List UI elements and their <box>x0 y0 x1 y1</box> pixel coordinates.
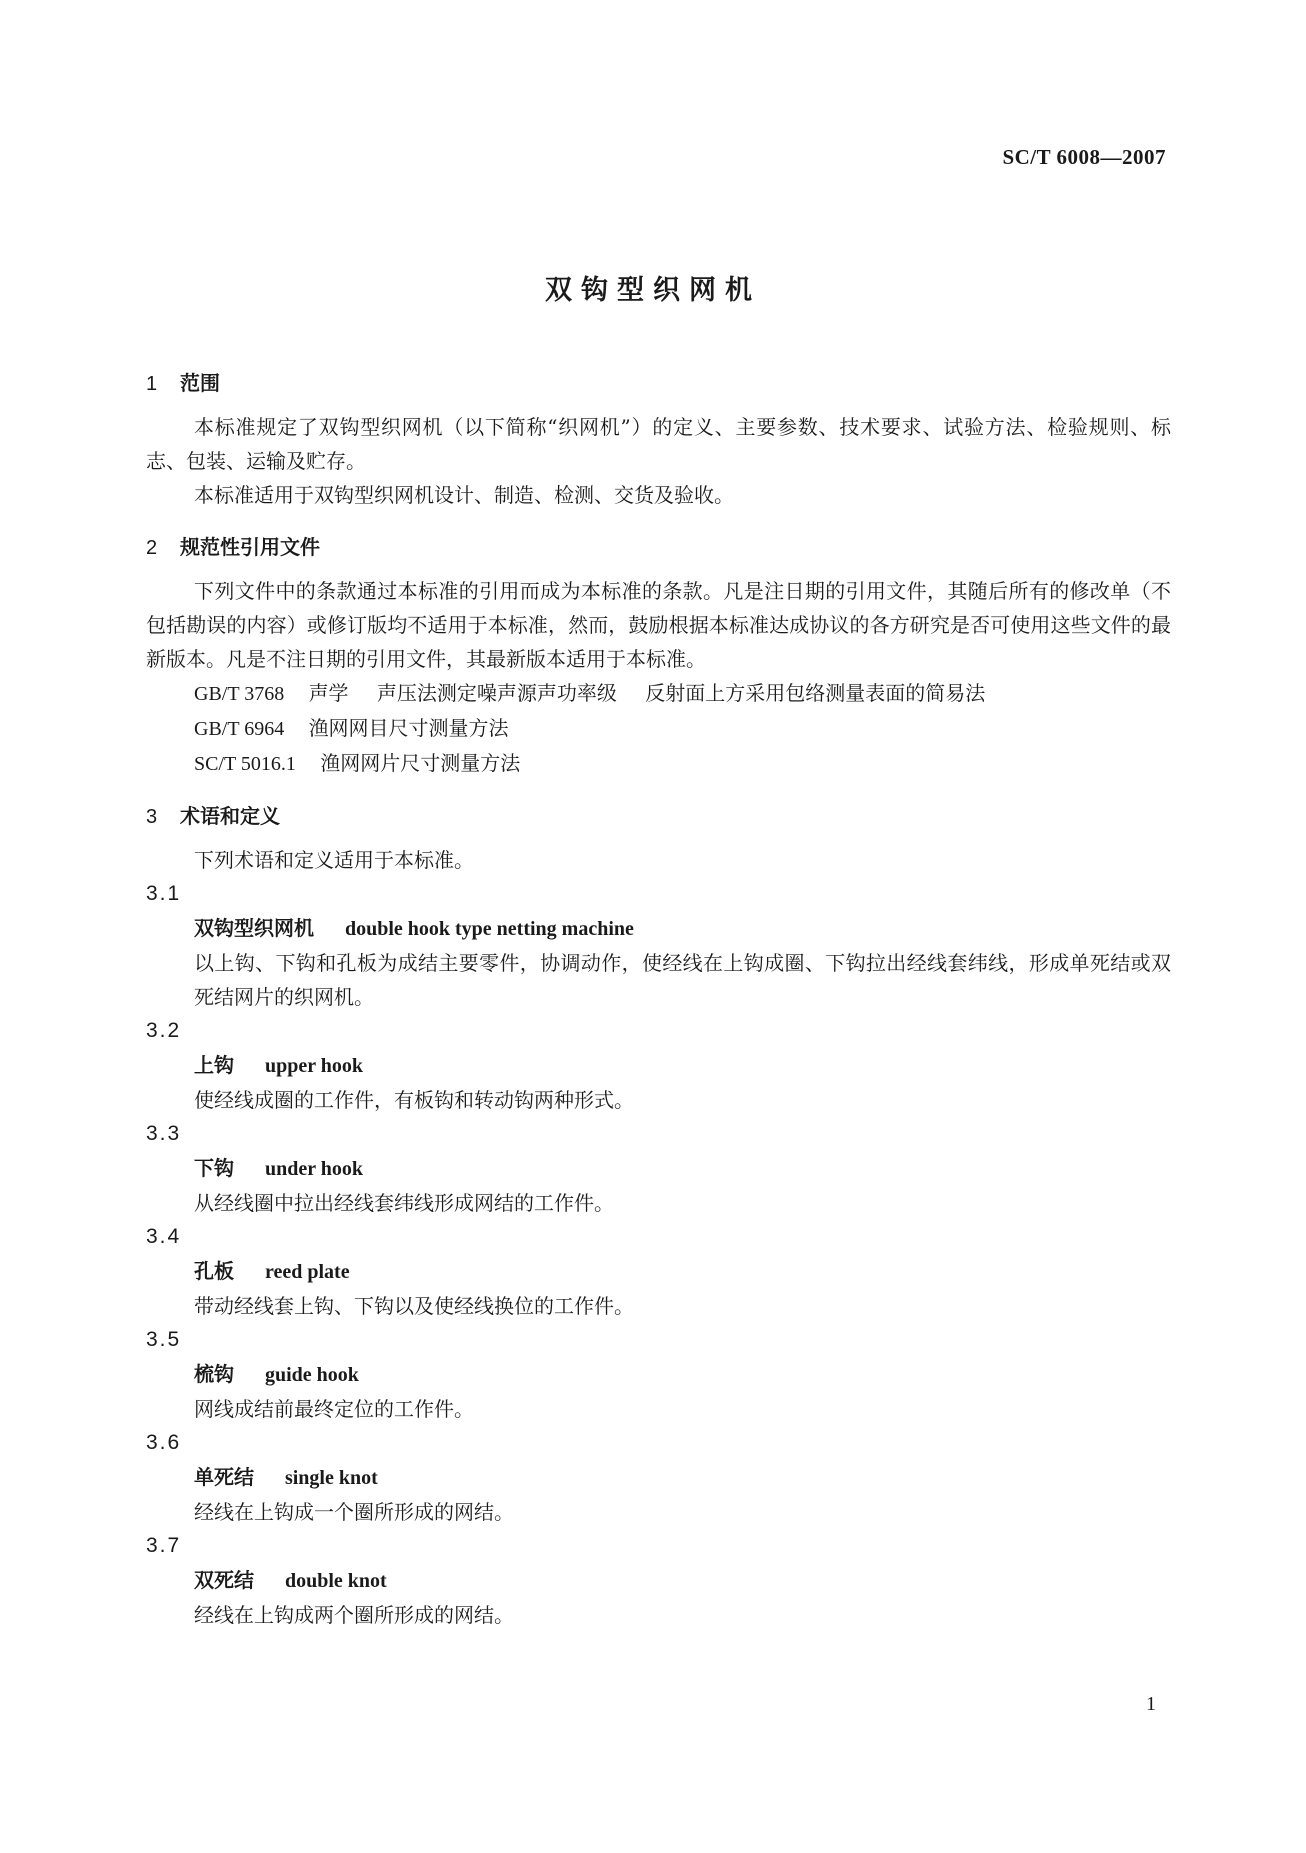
term-english: double knot <box>284 1570 387 1592</box>
term-definition: 使经线成圈的工作件，有板钩和转动钩两种形式。 <box>194 1088 634 1112</box>
reference-title: 声学 <box>308 681 349 705</box>
term-definition: 带动经线套上钩、下钩以及使经线换位的工作件。 <box>194 1294 634 1318</box>
section-2-heading <box>146 530 1171 564</box>
section-title: 规范性引用文件 <box>180 535 320 559</box>
term-number: 3.1 <box>146 882 182 905</box>
term-english: double hook type netting machine <box>344 918 634 940</box>
reference-title: 声压法测定噪声源声功率级 <box>376 681 617 705</box>
reference-title: 渔网网目尺寸测量方法 <box>308 716 509 740</box>
section-number: 3 <box>146 806 158 828</box>
term-chinese: 孔板 <box>194 1259 234 1283</box>
term-number: 3.4 <box>146 1225 182 1248</box>
term-number: 3.7 <box>146 1534 182 1557</box>
term-number: 3.5 <box>146 1328 182 1351</box>
term-heading <box>146 1048 1171 1083</box>
section-number: 2 <box>146 537 158 559</box>
reference-title: 反射面上方采用包络测量表面的简易法 <box>645 681 986 705</box>
term-heading <box>146 1254 1171 1289</box>
reference-code: GB/T 3768 <box>194 683 285 705</box>
page-number: 1 <box>1146 1693 1156 1715</box>
section-number: 1 <box>146 373 158 395</box>
term-english: single knot <box>284 1467 378 1489</box>
paragraph: 下列文件中的条款通过本标准的引用而成为本标准的条款。凡是注日期的引用文件，其随后所有的修改单（不包括勘误的内容）或修订版均不适用于本标准，然而，鼓励根据本标准达成协议的各方研究是否可使用这些文件的最新版本。凡是不注日期的引用文件，其最新版本适用于本标准。 <box>146 579 1171 671</box>
document-body <box>146 366 1171 1632</box>
paragraph: 下列术语和定义适用于本标准。 <box>194 848 474 872</box>
document-title: 双钩型织网机 <box>545 275 761 306</box>
reference-title: 渔网网片尺寸测量方法 <box>320 751 521 775</box>
reference-code: SC/T 5016.1 <box>194 753 296 775</box>
term-heading <box>146 1563 1171 1598</box>
term-english: upper hook <box>264 1055 363 1077</box>
term-heading <box>146 1460 1171 1495</box>
term-chinese: 单死结 <box>194 1465 254 1489</box>
term-chinese: 双钩型织网机 <box>194 916 314 940</box>
reference-item <box>146 746 1171 781</box>
term-heading <box>146 1357 1171 1392</box>
term-definition: 网线成结前最终定位的工作件。 <box>194 1397 474 1421</box>
term-chinese: 梳钩 <box>194 1362 234 1386</box>
term-number: 3.6 <box>146 1431 182 1454</box>
term-english: guide hook <box>264 1364 359 1386</box>
term-chinese: 双死结 <box>194 1568 254 1592</box>
term-english: reed plate <box>264 1261 350 1283</box>
term-definition: 经线在上钩成两个圈所形成的网结。 <box>194 1603 514 1627</box>
term-number: 3.3 <box>146 1122 182 1145</box>
section-title: 术语和定义 <box>180 804 280 828</box>
term-definition: 以上钩、下钩和孔板为成结主要零件，协调动作，使经线在上钩成圈、下钩拉出经线套纬线，形成单死结或双死结网片的织网机。 <box>194 951 1171 1009</box>
section-3-heading <box>146 799 1171 833</box>
term-number: 3.2 <box>146 1019 182 1042</box>
paragraph: 本标准适用于双钩型织网机设计、制造、检测、交货及验收。 <box>194 483 734 507</box>
term-definition: 从经线圈中拉出经线套纬线形成网结的工作件。 <box>194 1191 614 1215</box>
term-heading <box>146 911 1171 946</box>
reference-item <box>146 711 1171 746</box>
standard-code: SC/T 6008—2007 <box>1002 145 1166 169</box>
paragraph: 本标准规定了双钩型织网机（以下简称“织网机”）的定义、主要参数、技术要求、试验方法、检验规则、标志、包装、运输及贮存。 <box>146 415 1171 473</box>
term-definition: 经线在上钩成一个圈所形成的网结。 <box>194 1500 514 1524</box>
term-heading <box>146 1151 1171 1186</box>
reference-item <box>146 676 1171 711</box>
reference-code: GB/T 6964 <box>194 718 285 740</box>
section-title: 范围 <box>180 371 220 395</box>
term-chinese: 下钩 <box>194 1156 234 1180</box>
section-1-heading <box>146 366 1171 400</box>
term-chinese: 上钩 <box>194 1053 234 1077</box>
term-english: under hook <box>264 1158 363 1180</box>
